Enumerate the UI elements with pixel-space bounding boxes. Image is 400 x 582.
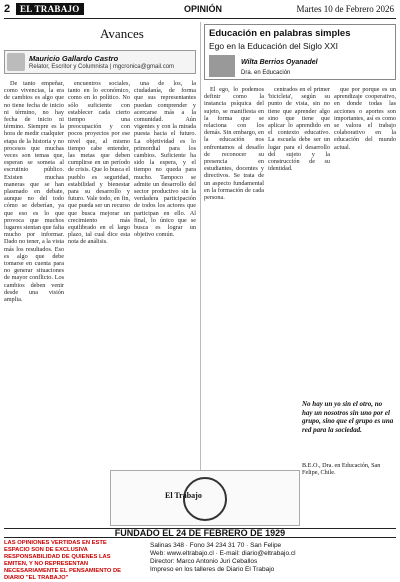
article-column-1: De tanto empeñar, como vivencias, la era de cambios es algo que no tiene fecha de inicio ni término, no hay fecha de inicio ni término. Siempre es la hora de medir cualquier etapa de la historia y no procesos que muchas veces son temas que, esperan se someta al escrutinio público. Existen muchas maneras que se han plasmado en debate, aunque no del todo cómo se deberían, ya que eso es lo que provoca que muchos lugares sientan que falta mucho por informar. Dado no tener, a la vista más los resultados. Eso es algo que debe tomarse en cuenta para no generar situaciones de mayor conflicto. Los cambios deben venir desde una visión amplia. [4,80,64,304]
director-line: Director: Marco Antonio Juri Ceballos [150,558,258,565]
article-column-2: encuentros sociales, tanto en lo económico, como en lo político. No sólo suficiente con establecer cada cierto tiempo una preocupación y con pocos proyectos por ese nivel que, al mismo tiempo cabe entender, las metas que deben cumplirse en un período de crisis. Que lo busca el pueblo es seguridad, estabilidad y bienestar para su desarrollo y futuro. Vale todo, en fin, que pueda ser un recurso que busca mejorar un crecimiento más equilibrado en el largo plazo, tal cual dice esta nota de análisis. [68,80,130,246]
masthead [4,3,396,19]
author-role: Relator, Escritor y Columnista | mgcronica@gmail.com [29,64,175,70]
author-photo [7,53,25,71]
logo-text: El Trabajo [165,491,202,500]
author-role: Dra. en Educación [241,70,291,76]
article-column-3: una de los, la ciudadanía, de forma que sus representantes puedan comprender y acercarse más a la comunidad. Aún vigentes y con la mirada puesta hacia el futuro. La objetividad es lo primordial para los cambios. Suficiente ha sido la espera, y el tiempo no queda para mucho. Tampoco se admite un desarrollo del sector productivo sin la verdadera participación de todos los actores que participan en ello. Al final, lo único que se busca es lograr un objetivo común. [134,80,196,239]
pull-quote: No hay un yo sin el otro, no hay un nosotros sin uno por el grupo, sino que el grupo es una red para la sociedad. [302,400,394,434]
education-title: Educación en palabras simples [209,28,351,39]
newspaper-logo [110,470,300,526]
column-divider [200,22,201,522]
web-line: Web: www.eltrabajo.cl · E-mail: diario@eltrabajo.cl [150,550,296,557]
author-box [4,50,196,74]
disclaimer: LAS OPINIONES VERTIDAS EN ESTE ESPACIO SON DE EXCLUSIVA RESPONSABILIDAD DE QUIENES LAS EMITEN, Y NO REPRESENTAN NECESARIAMENTE EL PENSAMIENTO DE DIARIO "EL TRABAJO" [4,540,122,581]
address-line: Salinas 348 · Fono 34 234 31 70 · San Felipe [150,542,282,549]
author-name: Mauricio Gallardo Castro [29,54,119,63]
author-name: Wilta Berrios Oyanadel [241,59,318,66]
article-column-1: El ego, lo podemos definir como la instancia psíquica del sujeto, se manifiesta en la forma que se relaciona con los demás. Sin embargo, en la educación nos enfrentamos al desafío de reconocer su presencia en estudiantes, docentes y directivos. Se trata de un aspecto fundamental en la formación de cada persona. [204,86,264,202]
article-column-2: centrados en el primer 'bicicleta', según su punto de vista, sin no tiene que aprender algo sino que tiene que aplicar lo aprendido en el contexto educativo. La escuela debe ser un lugar para el desarrollo del sujeto y la construcción de su identidad. [268,86,330,173]
education-header [204,24,396,80]
date-line: Martes 10 de Febrero 2026 [296,4,394,14]
article-title: Avances [100,26,144,41]
signature: B.E.O., Dra. en Educación, San Felipe, Chile. [302,462,381,477]
section-name: OPINIÓN [184,4,223,14]
education-subtitle: Ego en la Educación del Siglo XXI [209,41,339,51]
founded-bar: FUNDADO EL 24 DE FEBRERO DE 1929 [4,528,396,538]
page-number: 2 [4,3,11,15]
printer-line: Impreso en los talleres de Diario El Trabajo [150,566,275,573]
publication-name: EL TRABAJO [16,3,84,15]
article-column-3: que por porque es un aprendizaje cooperativo, en donde todas las acciones o aportes son importantes, así es como se valora el trabajo colaborativo en la educación del mundo actual. [334,86,396,151]
author-photo [209,55,235,77]
